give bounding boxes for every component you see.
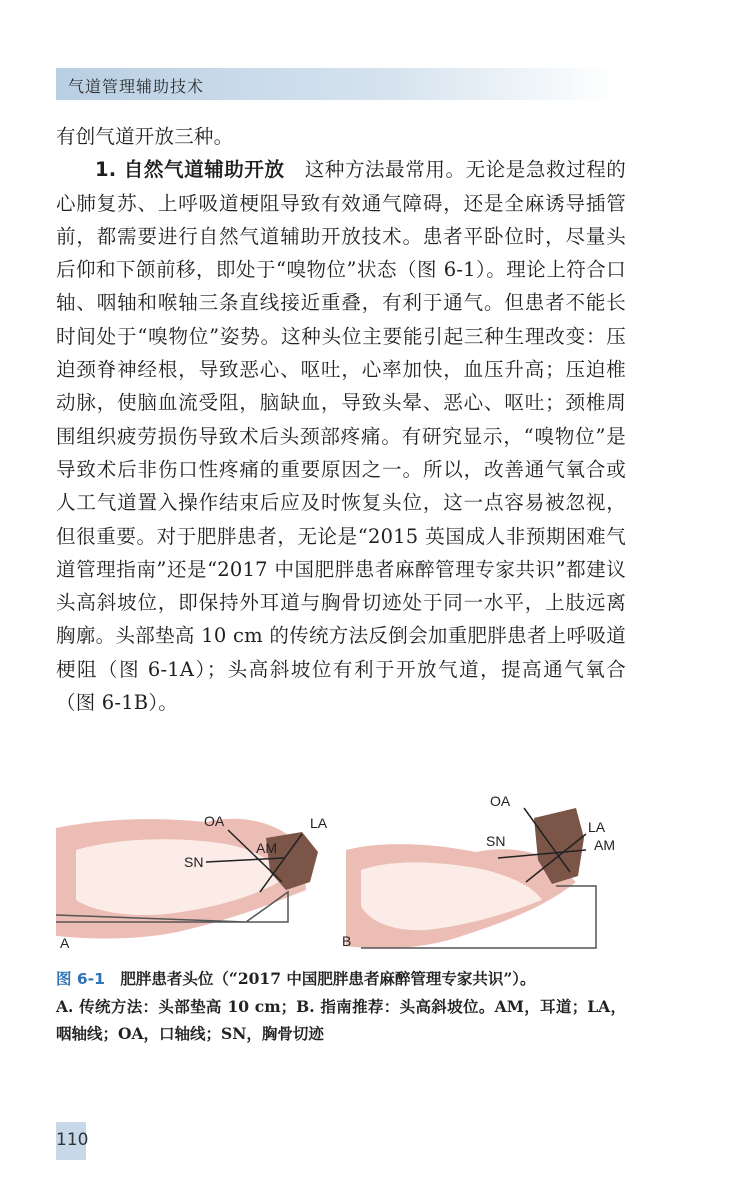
panel-a-am-label: AM [256,840,277,856]
panel-b [342,793,615,949]
panel-b-oa-label: OA [490,793,511,809]
paragraph-natural-airway [56,153,626,719]
panel-a-la-label: LA [310,815,328,831]
caption-line-1 [56,965,626,993]
page-number: 110 [56,1130,89,1150]
paragraph-text: 这种方法最常用。无论是急救过程的心肺复苏、上呼吸道梗阻导致有效通气障碍，还是全麻诱导插管前，都需要进行自然气道辅助开放技术。患者平卧位时，尽量头后仰和下颌前移，即处于“嗅物位”状态（图 6-1）。理论上符合口轴、咽轴和喉轴三条直线接近重叠，有利于通气。但患者不能长时间处于“嗅物位”姿势。这种头位主要能引起三种生理改变：压迫颈脊神经根，导致恶心、呕吐，心率加快，血压升高；压迫椎动脉，使脑血流受阻，脑缺血，导致头晕、恶心、呕吐；颈椎周围组织疲劳损伤导致术后头颈部疼痛。有研究显示，“嗅物位”是导致术后非伤口性疼痛的重要原因之一。所以，改善通气氧合或人工气道置入操作结束后应及时恢复头位，这一点容易被忽视，但很重要。对于肥胖患者，无论是“2015 英国成人非预期困难气道管理指南”还是“2017 中国肥胖患者麻醉管理专家共识”都建议头高斜坡位，即保持外耳道与胸骨切迹处于同一水平，上肢远离胸廓。头部垫高 10 cm 的传统方法反倒会加重肥胖患者上呼吸道梗阻（图 6-1A）；头高斜坡位有利于开放气道，提高通气氧合（图 6-1B）。 [56,158,627,715]
running-header: 气道管理辅助技术 [68,77,205,96]
caption-text: A. 传统方法：头部垫高 10 cm；B. 指南推荐：头高斜坡位。AM，耳道；LA，咽轴线；OA，口轴线；SN，胸骨切迹 [56,997,626,1043]
caption-title: 肥胖患者头位（“2017 中国肥胖患者麻醉管理专家共识”）。 [120,969,536,988]
figure-illustration [56,790,616,960]
caption-figure-label: 图 6-1 [56,970,105,988]
panel-b-la-label: LA [588,819,606,835]
body-line-1: 有创气道开放三种。 [56,125,234,148]
panel-a-sn-label: SN [184,854,204,870]
panel-a-letter: A [60,935,70,951]
panel-b-am-label: AM [594,837,615,853]
figure-6-1 [56,790,616,960]
body-text [56,120,626,719]
panel-a [56,813,328,951]
figure-caption [56,965,626,1047]
paragraph-heading: 1. 自然气道辅助开放 [95,158,285,182]
panel-b-letter: B [342,933,352,949]
panel-b-sn-label: SN [486,833,506,849]
panel-a-oa-label: OA [204,813,225,829]
